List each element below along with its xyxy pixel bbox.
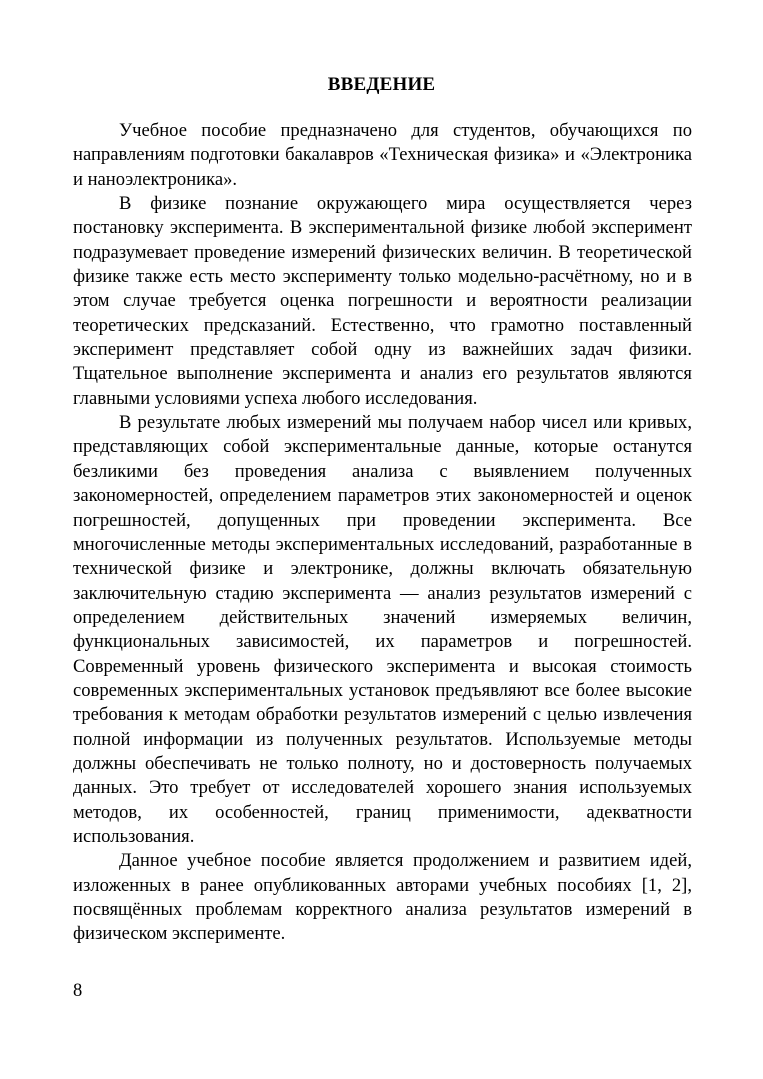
paragraph-2: В физике познание окружающего мира осуществляется через постановку эксперимента. В экспериментальной физике любой эксперимент подразумевает проведение измерений физических величин. В теоретической физике также есть место эксперименту только модельно-расчётному, но и в этом случае требуется оценка погрешности и вероятности реализации теоретических предсказаний. Естественно, что грамотно поставленный эксперимент представляет собой одну из важнейших задач физики. Тщательное выполнение эксперимента и анализ его результатов являются главными условиями успеха любого исследования.: [73, 193, 692, 409]
paragraph-4: Данное учебное пособие является продолжением и развитием идей, изложенных в ранее опубликованных авторами учебных пособиях [1, 2], посвящённых проблемам корректного анализа результатов измерений в физическом эксперименте.: [73, 850, 692, 945]
paragraph-3: В результате любых измерений мы получаем набор чисел или кривых, представляющих собой экспериментальные данные, которые останутся безликими без проведения анализа с выявлением полученных закономерностей, определением параметров этих закономерностей и оценок погрешностей, допущенных при проведении эксперимента. Все многочисленные методы экспериментальных исследований, разработанные в технической физике и электронике, должны включать обязательную заключительную стадию эксперимента — анализ результатов измерений с определением действительных значений измеряемых величин, функциональных зависимостей, их параметров и погрешностей. Современный уровень физического эксперимента и высокая стоимость современных экспериментальных установок предъявляют все более высокие требования к методам обработки результатов измерений с целью извлечения полной информации из полученных результатов. Используемые методы должны обеспечивать не только полноту, но и достоверность получаемых данных. Это требует от исследователей хорошего знания используемых методов, их особенностей, границ применимости, адекватности использования.: [73, 412, 692, 847]
body-text: [73, 119, 692, 947]
paragraph-1: Учебное пособие предназначено для студентов, обучающихся по направлениям подготовки бакалавров «Техническая физика» и «Электроника и наноэлектроника».: [73, 120, 692, 190]
section-title: ВВЕДЕНИЕ: [327, 74, 436, 95]
page-number: 8: [73, 981, 83, 1001]
